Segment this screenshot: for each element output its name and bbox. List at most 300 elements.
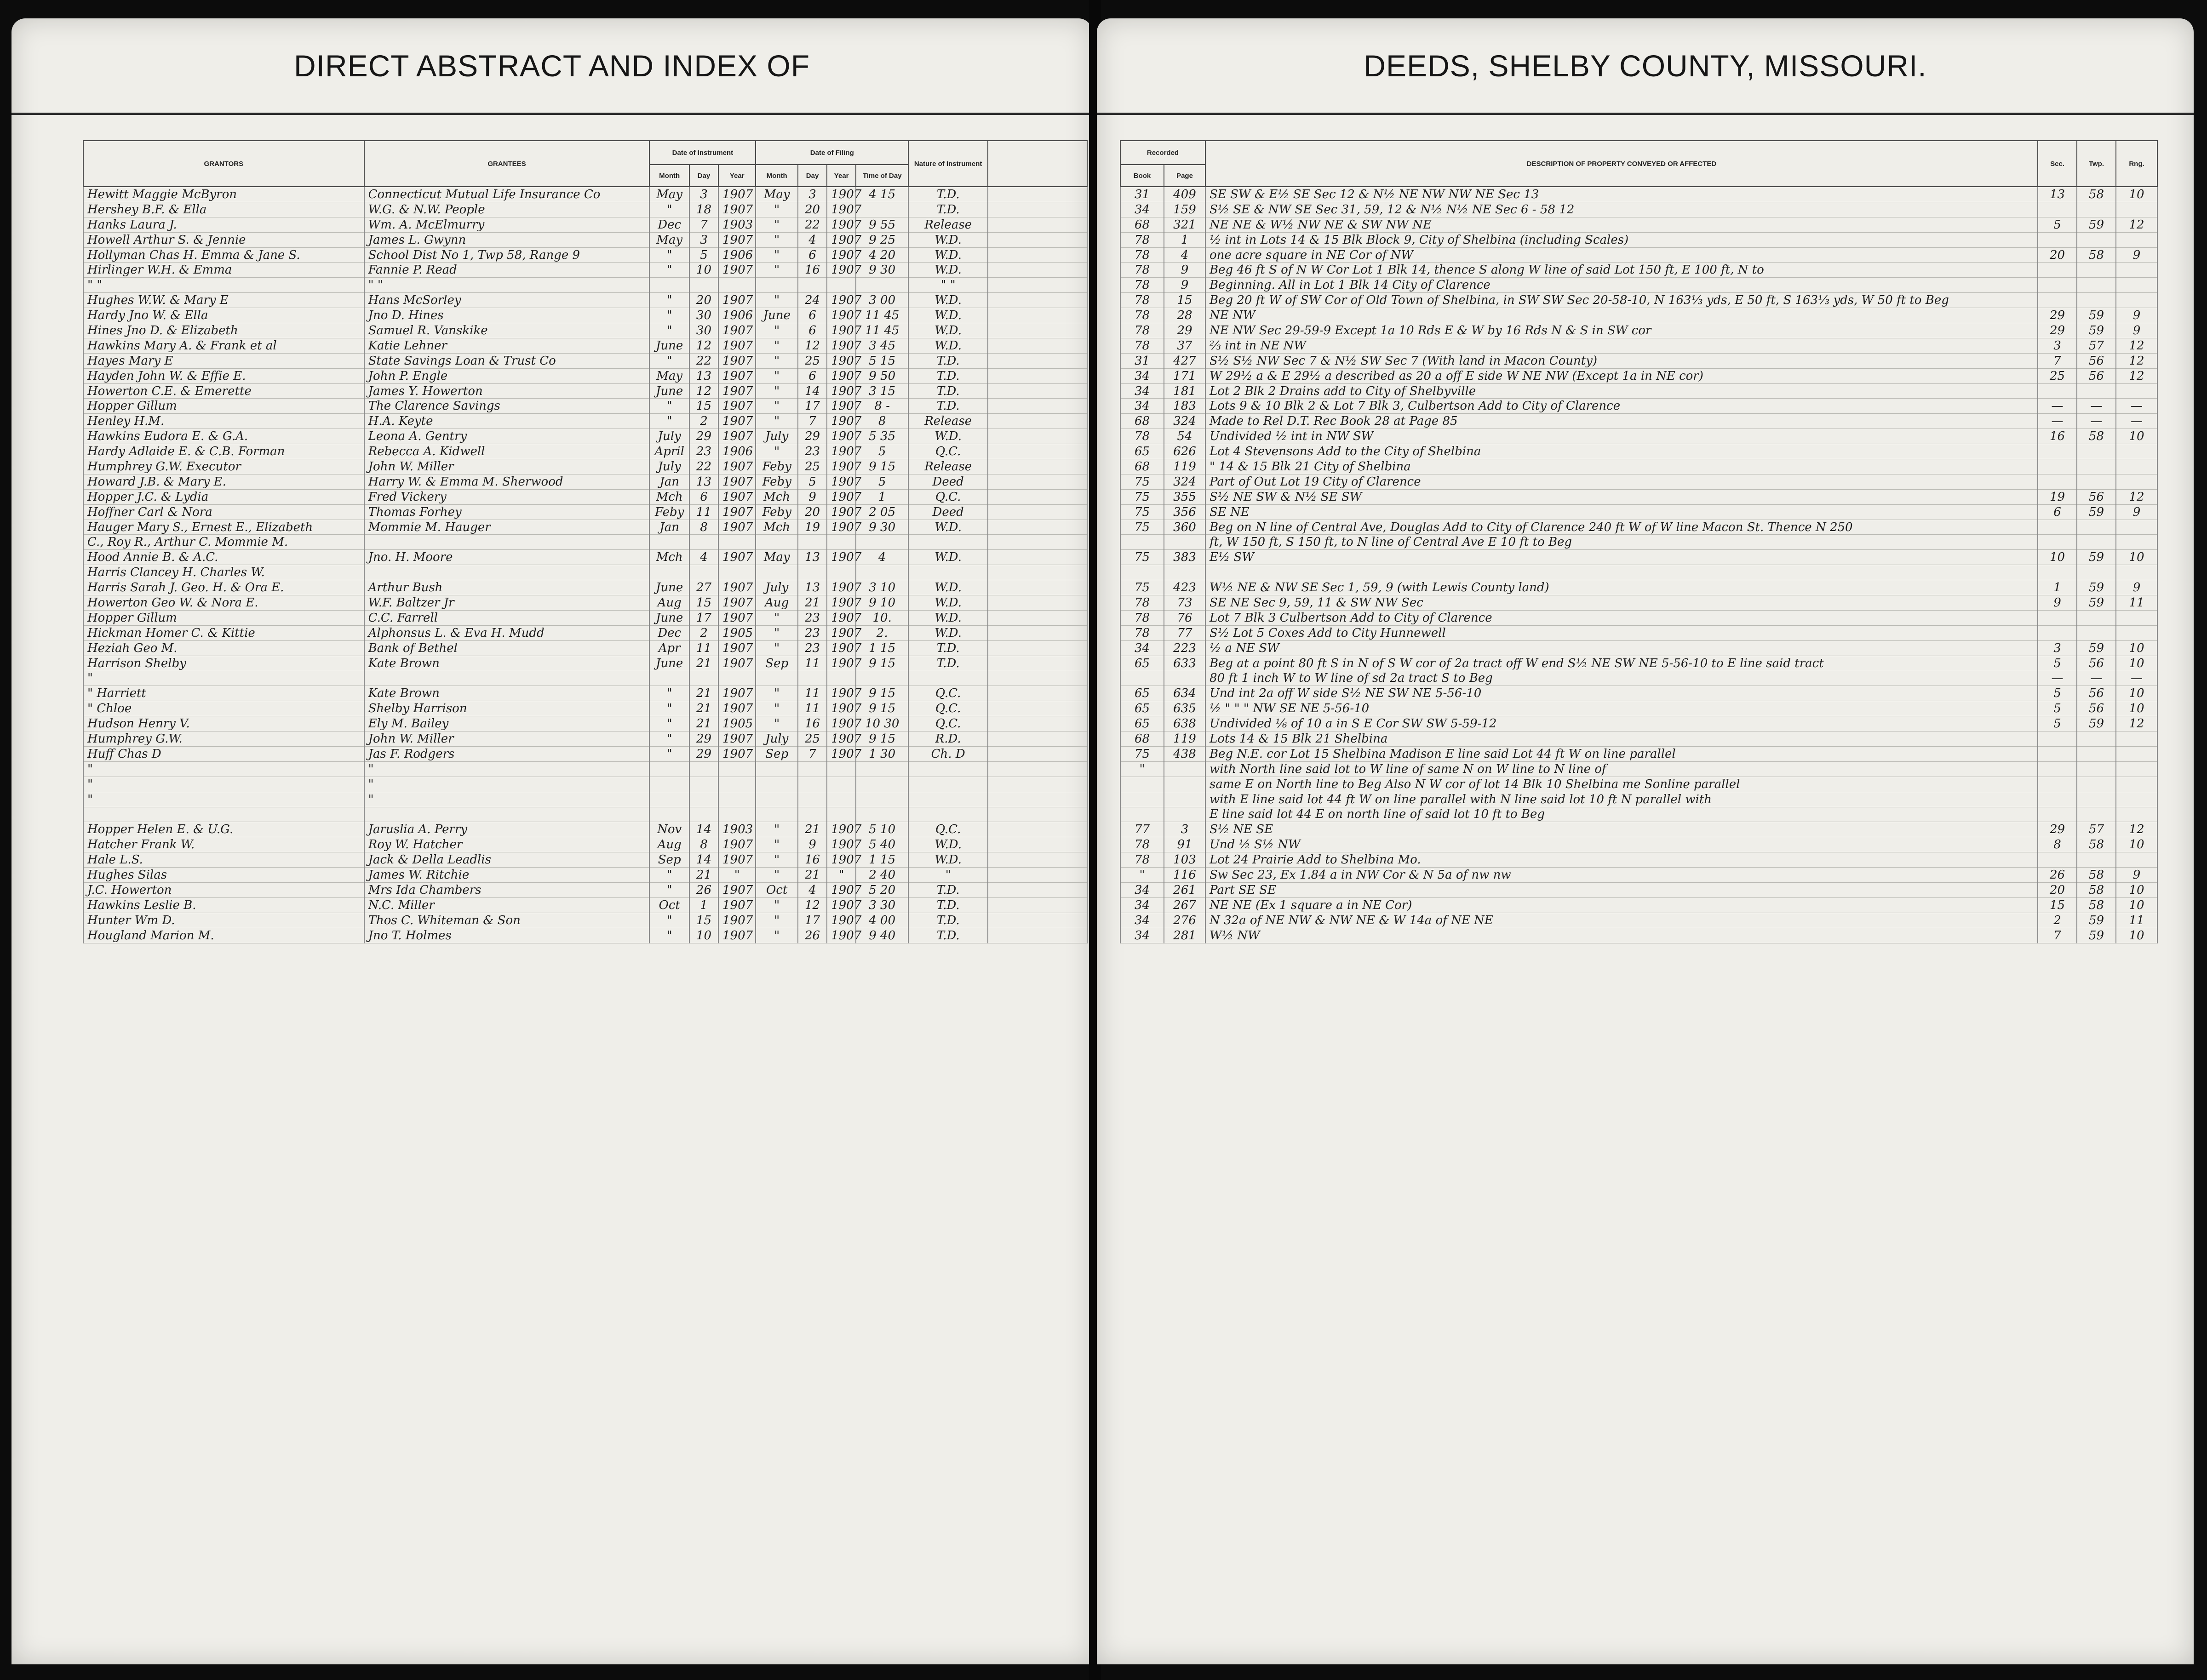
nature-of-instrument-header: Nature of Instrument [908,141,988,187]
page-cell: 29 [1164,323,1205,338]
table-row [83,746,1087,761]
filing-time-header: Time of Day [856,165,908,187]
instrument-day-cell: 10 [689,263,718,278]
grantor-cell: Humphrey G.W. Executor [83,459,364,474]
rng-header: Rng. [2116,141,2157,187]
table-row [83,686,1087,701]
left-page [11,18,1092,1664]
table-row [83,247,1087,263]
instrument-year-cell: 1907 [718,202,756,217]
filing-day-cell: 14 [798,383,827,399]
filing-time-cell: 8 [856,414,908,429]
book-cell: 34 [1120,928,1164,943]
filing-year-cell [827,671,856,686]
twp-cell [2077,202,2116,217]
twp-cell [2077,761,2116,777]
description-cell: NE NE (Ex 1 square a in NE Cor) [1205,897,2038,913]
rng-cell: 10 [2116,837,2157,852]
filing-time-cell: 4 00 [856,913,908,928]
filing-day-cell: 11 [798,656,827,671]
table-row [83,338,1087,353]
grantor-cell: Hershey B.F. & Ella [83,202,364,217]
description-cell [1205,565,2038,580]
filing-day-cell: 16 [798,716,827,731]
nature-cell: Deed [908,504,988,520]
filing-month-cell: Mch [756,489,798,504]
table-row [83,202,1087,217]
blank-cell [988,338,1087,353]
nature-cell: Q.C. [908,822,988,837]
blank-cell [988,550,1087,565]
grantee-cell: H.A. Keyte [364,414,650,429]
blank-cell [988,187,1087,202]
instrument-day-cell: 15 [689,913,718,928]
grantee-cell: Rebecca A. Kidwell [364,444,650,459]
filing-day-cell: 7 [798,414,827,429]
grantee-cell: " [364,777,650,792]
filing-year-cell: 1907 [827,504,856,520]
filing-time-cell [856,278,908,293]
table-row [1120,217,2157,232]
filing-month-cell: " [756,716,798,731]
blank-cell [988,656,1087,671]
page-cell: 633 [1164,656,1205,671]
table-row [83,671,1087,686]
instrument-month-cell [649,792,689,807]
sec-cell: 20 [2038,882,2077,897]
table-row [1120,489,2157,504]
book-cell: 78 [1120,278,1164,293]
book-cell: 68 [1120,731,1164,747]
rng-cell [2116,535,2157,550]
page-cell: 54 [1164,429,1205,444]
twp-cell: 59 [2077,550,2116,565]
rng-cell: 11 [2116,595,2157,611]
book-cell: 68 [1120,217,1164,232]
instrument-month-cell: Oct [649,897,689,913]
table-row [1120,504,2157,520]
table-row [1120,444,2157,459]
twp-cell [2077,232,2116,247]
rng-cell: 9 [2116,247,2157,263]
instrument-day-cell: 2 [689,625,718,640]
instrument-day-cell: 11 [689,640,718,656]
filing-month-cell: " [756,868,798,883]
table-row [83,610,1087,625]
sec-cell [2038,792,2077,807]
sec-cell: 19 [2038,489,2077,504]
grantee-cell: W.F. Baltzer Jr [364,595,650,611]
description-cell: Lots 14 & 15 Blk 21 Shelbina [1205,731,2038,747]
sec-cell: 15 [2038,897,2077,913]
rng-cell: — [2116,414,2157,429]
instrument-year-cell: 1907 [718,640,756,656]
table-row [1120,777,2157,792]
instrument-day-cell [689,671,718,686]
sec-cell: 5 [2038,217,2077,232]
table-row [83,550,1087,565]
filing-time-cell: 9 15 [856,656,908,671]
description-cell: Sw Sec 23, Ex 1.84 a in NW Cor & N 5a of nw nw [1205,868,2038,883]
grantee-cell: C.C. Farrell [364,610,650,625]
filing-day-cell: 4 [798,232,827,247]
instrument-year-cell [718,278,756,293]
rng-cell [2116,792,2157,807]
description-cell: SE NE [1205,504,2038,520]
page-cell: 4 [1164,247,1205,263]
grantee-cell: Kate Brown [364,656,650,671]
filing-day-cell: 12 [798,338,827,353]
filing-day-cell: 29 [798,429,827,444]
book-cell: 34 [1120,882,1164,897]
page-cell: 281 [1164,928,1205,943]
twp-cell [2077,444,2116,459]
description-cell: with North line said lot to W line of same N on W line to N line of [1205,761,2038,777]
instrument-year-cell [718,761,756,777]
description-cell: S½ Lot 5 Coxes Add to City Hunnewell [1205,625,2038,640]
grantee-cell: Arthur Bush [364,580,650,595]
description-cell: Und int 2a off W side S½ NE SW NE 5-56-10 [1205,686,2038,701]
book-header: Book [1120,165,1164,187]
book-cell [1120,565,1164,580]
table-row [83,565,1087,580]
filing-time-cell: 3 45 [856,338,908,353]
table-row [83,716,1087,731]
nature-cell: W.D. [908,323,988,338]
instrument-year-cell: 1907 [718,429,756,444]
page-cell: 91 [1164,837,1205,852]
sec-cell: 3 [2038,640,2077,656]
filing-time-cell: 1 15 [856,852,908,868]
grantee-cell: John P. Engle [364,368,650,383]
filing-day-cell: 4 [798,882,827,897]
table-row [83,323,1087,338]
sec-cell [2038,444,2077,459]
nature-cell: Q.C. [908,444,988,459]
filing-time-cell [856,202,908,217]
book-cell: 78 [1120,247,1164,263]
filing-month-cell: " [756,247,798,263]
sec-cell: — [2038,414,2077,429]
filing-time-cell: 11 45 [856,308,908,323]
book-cell: 34 [1120,897,1164,913]
table-row [1120,595,2157,611]
blank-cell [988,444,1087,459]
description-cell: one acre square in NE Cor of NW [1205,247,2038,263]
filing-time-cell [856,535,908,550]
filing-month-cell: July [756,580,798,595]
book-cell: 68 [1120,414,1164,429]
filing-day-cell: 19 [798,520,827,535]
blank-header [988,141,1087,187]
table-row [1120,882,2157,897]
sec-cell: 5 [2038,701,2077,716]
instrument-year-cell: 1905 [718,716,756,731]
filing-day-cell: 21 [798,595,827,611]
blank-cell [988,504,1087,520]
rng-cell: — [2116,671,2157,686]
filing-day-cell [798,671,827,686]
grantor-cell: Howerton Geo W. & Nora E. [83,595,364,611]
grantor-cell: Hines Jno D. & Elizabeth [83,323,364,338]
filing-time-cell: 9 30 [856,263,908,278]
filing-day-cell: 25 [798,353,827,368]
instrument-year-cell: 1907 [718,353,756,368]
instrument-month-cell [649,565,689,580]
book-cell: 75 [1120,504,1164,520]
blank-cell [988,807,1087,822]
nature-cell: W.D. [908,625,988,640]
twp-cell [2077,807,2116,822]
description-cell: Part of Out Lot 19 City of Clarence [1205,474,2038,489]
grantor-cell: Hayden John W. & Effie E. [83,368,364,383]
table-row [1120,247,2157,263]
instrument-month-cell [649,535,689,550]
instrument-year-cell: 1907 [718,383,756,399]
rng-cell: 10 [2116,897,2157,913]
nature-cell: T.D. [908,202,988,217]
nature-cell: W.D. [908,852,988,868]
filing-time-cell [856,792,908,807]
filing-day-cell: 21 [798,822,827,837]
filing-month-cell [756,671,798,686]
book-cell: 31 [1120,353,1164,368]
instrument-year-cell: 1907 [718,882,756,897]
nature-cell: T.D. [908,928,988,943]
grantor-cell: Humphrey G.W. [83,731,364,747]
filing-year-cell: 1907 [827,217,856,232]
instrument-month-cell: June [649,580,689,595]
grantor-cell: Hewitt Maggie McByron [83,187,364,202]
filing-month-cell: " [756,610,798,625]
filing-year-cell: 1907 [827,293,856,308]
rng-cell [2116,459,2157,474]
left-page-title: DIRECT ABSTRACT AND INDEX OF [293,48,810,83]
instrument-day-cell: 12 [689,338,718,353]
table-row [1120,761,2157,777]
description-cell: N 32a of NE NW & NW NE & W 14a of NE NE [1205,913,2038,928]
filing-month-cell: " [756,837,798,852]
nature-cell: W.D. [908,338,988,353]
rng-cell: 9 [2116,323,2157,338]
filing-month-cell: Aug [756,595,798,611]
rng-cell: 10 [2116,429,2157,444]
grantee-cell: " [364,792,650,807]
filing-year-cell: 1907 [827,399,856,414]
sec-cell: 26 [2038,868,2077,883]
twp-cell [2077,474,2116,489]
grantor-cell: Hougland Marion M. [83,928,364,943]
table-row [1120,520,2157,535]
filing-day-cell: 16 [798,852,827,868]
twp-cell: 59 [2077,640,2116,656]
grantee-cell: " [364,761,650,777]
instrument-day-cell: 14 [689,822,718,837]
right-table-body [1120,187,2157,943]
table-row [1120,716,2157,731]
book-cell: 78 [1120,308,1164,323]
grantor-cell: Hopper J.C. & Lydia [83,489,364,504]
table-row [83,232,1087,247]
blank-cell [988,565,1087,580]
twp-cell [2077,777,2116,792]
instrument-day-cell: 30 [689,323,718,338]
instrument-year-cell: 1907 [718,414,756,429]
blank-cell [988,202,1087,217]
blank-cell [988,777,1087,792]
instrument-year-cell: 1907 [718,837,756,852]
filing-month-cell [756,565,798,580]
instrument-year-cell: 1906 [718,247,756,263]
sec-cell [2038,520,2077,535]
table-row [1120,701,2157,716]
filing-year-cell: 1907 [827,247,856,263]
blank-cell [988,247,1087,263]
grantee-cell: Jaruslia A. Perry [364,822,650,837]
filing-month-header: Month [756,165,798,187]
sec-cell [2038,383,2077,399]
sec-cell: — [2038,399,2077,414]
nature-cell: W.D. [908,232,988,247]
instrument-month-cell [649,278,689,293]
page-cell [1164,807,1205,822]
table-row [83,761,1087,777]
grantee-cell: James W. Ritchie [364,868,650,883]
filing-day-cell: 17 [798,399,827,414]
book-cell [1120,535,1164,550]
table-row [83,913,1087,928]
table-row [83,353,1087,368]
table-row [83,807,1087,822]
table-row [1120,263,2157,278]
twp-cell: 59 [2077,504,2116,520]
rng-cell [2116,278,2157,293]
sec-cell [2038,263,2077,278]
grantor-cell: Hale L.S. [83,852,364,868]
grantor-cell: " " [83,278,364,293]
page-cell: 9 [1164,263,1205,278]
rng-cell: 10 [2116,882,2157,897]
table-row [1120,656,2157,671]
right-page-title: DEEDS, SHELBY COUNTY, MISSOURI. [1364,48,1927,83]
grantee-cell: State Savings Loan & Trust Co [364,353,650,368]
book-cell [1120,792,1164,807]
filing-day-cell [798,535,827,550]
instrument-day-cell: 15 [689,595,718,611]
filing-month-cell: Feby [756,504,798,520]
filing-month-cell: " [756,368,798,383]
filing-month-cell [756,535,798,550]
filing-time-cell: 3 00 [856,293,908,308]
filing-month-cell [756,777,798,792]
blank-cell [988,353,1087,368]
grantee-cell: Harry W. & Emma M. Sherwood [364,474,650,489]
filing-month-cell: " [756,263,798,278]
blank-cell [988,474,1087,489]
filing-year-cell: 1907 [827,701,856,716]
rng-cell: 9 [2116,580,2157,595]
instrument-month-cell: " [649,308,689,323]
instrument-year-cell: 1907 [718,293,756,308]
instrument-year-cell: 1907 [718,595,756,611]
filing-month-cell: Sep [756,656,798,671]
rng-cell: 10 [2116,187,2157,202]
filing-year-cell: 1907 [827,368,856,383]
filing-year-cell: 1907 [827,595,856,611]
table-row [83,293,1087,308]
instrument-day-cell: 29 [689,746,718,761]
filing-day-header: Day [798,165,827,187]
filing-time-cell: 11 45 [856,323,908,338]
book-cell: 78 [1120,837,1164,852]
nature-cell: T.D. [908,353,988,368]
instrument-month-cell: May [649,368,689,383]
page-cell: 427 [1164,353,1205,368]
nature-cell: W.D. [908,580,988,595]
filing-time-cell: 2. [856,625,908,640]
blank-cell [988,293,1087,308]
filing-day-cell: 25 [798,731,827,747]
table-row [83,595,1087,611]
twp-cell [2077,731,2116,747]
instrument-year-cell: " [718,868,756,883]
filing-day-cell: 6 [798,323,827,338]
table-row [83,489,1087,504]
instrument-year-cell [718,535,756,550]
instrument-month-cell: Nov [649,822,689,837]
grantor-cell: Hawkins Mary A. & Frank et al [83,338,364,353]
left-page-banner [11,18,1092,115]
grantor-cell: Hatcher Frank W. [83,837,364,852]
twp-cell: 56 [2077,686,2116,701]
page-cell: 360 [1164,520,1205,535]
sec-cell: 7 [2038,353,2077,368]
book-cell: 68 [1120,459,1164,474]
page-cell: 28 [1164,308,1205,323]
instrument-year-cell: 1907 [718,580,756,595]
page-cell [1164,535,1205,550]
instrument-day-cell: 8 [689,520,718,535]
sec-header: Sec. [2038,141,2077,187]
filing-time-cell [856,565,908,580]
grantor-cell: Howerton C.E. & Emerette [83,383,364,399]
filing-time-cell: 1 30 [856,746,908,761]
filing-month-cell: " [756,232,798,247]
instrument-day-cell: 23 [689,444,718,459]
rng-cell [2116,263,2157,278]
rng-cell [2116,383,2157,399]
blank-cell [988,232,1087,247]
instrument-day-cell: 21 [689,656,718,671]
page-cell: 37 [1164,338,1205,353]
page-cell: 438 [1164,746,1205,761]
table-row [1120,383,2157,399]
rng-cell: 12 [2116,353,2157,368]
filing-day-cell: 17 [798,913,827,928]
instrument-year-cell [718,671,756,686]
instrument-month-cell: May [649,232,689,247]
page-cell: 267 [1164,897,1205,913]
grantee-cell: Jas F. Rodgers [364,746,650,761]
table-row [83,187,1087,202]
instrument-month-cell: " [649,716,689,731]
page-cell: 223 [1164,640,1205,656]
instrument-month-cell: July [649,459,689,474]
grantee-cell: James Y. Howerton [364,383,650,399]
grantor-cell: Harris Sarah J. Geo. H. & Ora E. [83,580,364,595]
sec-cell [2038,535,2077,550]
instrument-month-cell: " [649,247,689,263]
